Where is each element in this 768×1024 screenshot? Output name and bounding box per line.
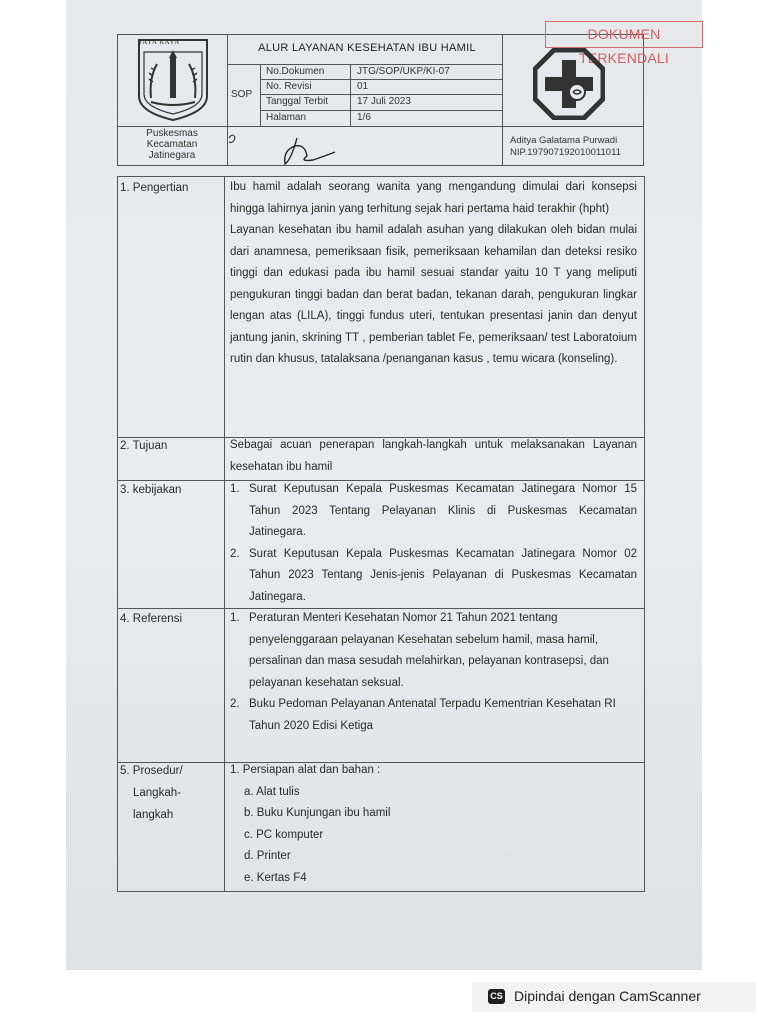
prosedur-item: e. Kertas F4 <box>244 871 307 884</box>
signer-nip: NIP.197907192010011011 <box>510 147 621 158</box>
section-tujuan: Sebagai acuan penerapan langkah-langkah untuk melaksanakan Layanan kesehatan ibu hamil <box>230 439 637 473</box>
prosedur-item: c. PC komputer <box>244 828 324 841</box>
logo-text: JAYA RAYA <box>139 38 180 46</box>
prosedur-item: b. Buku Kunjungan ibu hamil <box>244 807 391 819</box>
section-kebijakan <box>230 479 637 608</box>
camscanner-text: Dipindai dengan CamScanner <box>514 988 701 1004</box>
section-label-tujuan: 2. Tujuan <box>120 440 168 452</box>
field-value-no-dokumen: JTG/SOP/UKP/KI-07 <box>357 66 450 77</box>
prosedur-item: d. Printer <box>244 850 291 862</box>
section-label-kebijakan: 3. kebijakan <box>120 484 182 496</box>
pengertian-paragraph-1: Ibu hamil adalah seorang wanita yang mengandung dimulai dari konsepsi hingga lahirnya janin yang terhitung sejak hari pertama haid terakhir (hpht) <box>230 181 637 215</box>
section-pengertian <box>230 177 637 371</box>
section-label-prosedur: 5. Prosedur/ Langkah- langkah <box>120 765 183 821</box>
controlled-document-stamp: DOKUMEN TERKENDALI <box>545 21 703 48</box>
prosedur-item: a. Alat tulis <box>244 785 300 798</box>
referensi-item: 1. Peraturan Menteri Kesehatan Nomor 21 Tahun 2021 tentang penyelenggaraan pelayanan Kesehatan sebelum hamil, masa hamil, persalinan dan masa sesudah melahirkan, pelayanan kontrasepsi, dan pelayanan kesehatan seksual. <box>230 612 609 689</box>
field-label-tanggal-terbit: Tanggal Terbit <box>266 96 329 107</box>
field-value-halaman: 1/6 <box>357 112 371 123</box>
camscanner-watermark <box>472 982 756 1012</box>
field-label-halaman: Halaman <box>266 112 307 123</box>
signature <box>225 130 365 168</box>
document-title: ALUR LAYANAN KESEHATAN IBU HAMIL <box>258 42 476 54</box>
sop-label: SOP <box>231 89 253 100</box>
puskesmas-name: Puskesmas Kecamatan Jatinegara <box>146 128 198 161</box>
puskesmas-logo <box>533 48 605 120</box>
field-value-no-revisi: 01 <box>357 81 369 92</box>
signer-name: Aditya Galatama Purwadi <box>510 135 618 146</box>
kebijakan-item: 1. Surat Keputusan Kepala Puskesmas Kecamatan Jatinegara Nomor 15 Tahun 2023 Tentang Pelayanan Klinis di Puskesmas Kecamatan Jatinegara. <box>230 483 637 538</box>
field-value-tanggal-terbit: 17 Juli 2023 <box>357 96 411 107</box>
section-prosedur <box>230 760 637 889</box>
signer-info <box>510 135 621 159</box>
jaya-raya-emblem <box>133 38 213 122</box>
field-label-no-revisi: No. Revisi <box>266 81 312 92</box>
sop-header <box>117 26 669 166</box>
referensi-item: 2. Buku Pedoman Pelayanan Antenatal Terpadu Kementrian Kesehatan RI Tahun 2020 Edisi Ketiga <box>230 698 616 732</box>
section-label-referensi: 4. Referensi <box>120 613 183 625</box>
section-referensi <box>230 608 637 737</box>
prosedur-heading: 1. Persiapan alat dan bahan : <box>230 764 381 776</box>
pengertian-paragraph-2: Layanan kesehatan ibu hamil adalah asuhan yang dilakukan oleh bidan mulai dari anamnesa, pemeriksaan fisik, pemeriksaan kehamilan dan deteksi resiko tinggi dan edukasi pada ibu hamil sesuai standar yaitu 10 T yang meliputi pengukuran tinggi badan dan berat badan, tekanan darah, pengukuran lingkar lengan atas (LILA), tinggi fundus uteri, tentukan presentasi janin dan denyut jantung janin, skrining TT , pemberian tablet Fe, pemeriksaan/ test Laboratoium rutin dan khusus, tatalaksana /penanganan kasus , temu wicara (konseling). <box>230 224 637 365</box>
sop-content-table <box>117 176 645 892</box>
camscanner-icon: CS <box>488 989 505 1004</box>
section-label-pengertian: 1. Pengertian <box>120 182 189 194</box>
kebijakan-item: 2. Surat Keputusan Kepala Puskesmas Kecamatan Jatinegara Nomor 02 Tahun 2023 Tentang Jenis-jenis Pelayanan di Puskesmas Kecamatan Jatinegara. <box>230 547 637 603</box>
field-label-no-dokumen: No.Dokumen <box>266 66 325 77</box>
